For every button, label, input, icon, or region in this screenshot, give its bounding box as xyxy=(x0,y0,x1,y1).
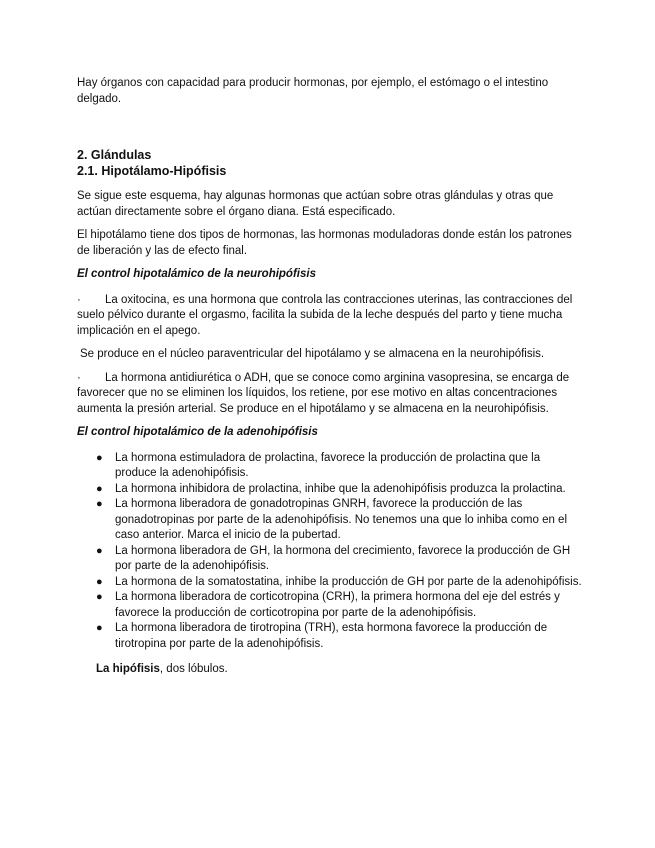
document-content xyxy=(77,76,582,678)
list-item: ● La hormona liberadora de tirotropina (TRH), esta hormona favorece la producción de tirotropina por parte de la adenohipófisis. xyxy=(96,622,548,650)
dot-marker: · xyxy=(77,371,81,384)
paragraph-hipotalamo: El hipotálamo tiene dos tipos de hormonas, las hormonas moduladoras donde están los patrones de liberación y las de efecto final. xyxy=(77,229,572,257)
paragraph-hipofisis xyxy=(77,662,582,678)
hormone-list xyxy=(77,451,582,653)
bullet-icon: ● xyxy=(96,544,103,557)
bullet-icon: ● xyxy=(96,482,103,495)
intro-paragraph: Hay órganos con capacidad para producir hormonas, por ejemplo, el estómago o el intestino delgado. xyxy=(77,77,549,105)
hipofisis-rest: , dos lóbulos. xyxy=(159,663,228,675)
dot-marker: · xyxy=(77,293,81,306)
section-heading-adenohipofisis: El control hipotalámico de la adenohipófisis xyxy=(77,426,318,438)
paragraph-esquema: Se sigue este esquema, hay algunas hormonas que actúan sobre otras glándulas y otras que actúan directamente sobre el órgano diana. Está especificado. xyxy=(77,190,554,218)
list-item: ● La hormona de la somatostatina, inhibe la producción de GH por parte de la adenohipófisis. xyxy=(77,575,582,591)
list-item: ● La hormona estimuladora de prolactina, favorece la producción de prolactina que la produce la adenohipófisis. xyxy=(96,451,541,479)
list-item: ● La hormona liberadora de corticotropina (CRH), la primera hormona del eje del estrés y favorece la producción de corticotropina por parte de la adenohipófisis. xyxy=(96,591,560,619)
paragraph-oxitocina-text: La oxitocina, es una hormona que controla las contracciones uterinas, las contracciones del suelo pélvico durante el orgasmo, facilita la subida de la leche después del parto y tiene mucha implicación en el apego. xyxy=(77,293,573,337)
bullet-icon: ● xyxy=(96,591,103,603)
list-item: ● La hormona liberadora de GH, la hormona del crecimiento, favorece la producción de GH por parte de la adenohipófisis. xyxy=(96,544,571,572)
list-item: ● La hormona liberadora de gonadotropinas GNRH, favorece la producción de las gonadotropinas por parte de la adenohipófisis. No tenemos una que lo inhiba como en el caso anterior. Marca el inicio de la pubertad. xyxy=(96,498,568,541)
heading-glandulas: 2. Glándulas xyxy=(77,148,152,162)
bullet-icon: ● xyxy=(96,451,103,464)
paragraph-oxitocina xyxy=(77,293,582,340)
list-item: ● La hormona inhibidora de prolactina, inhibe que la adenohipófisis produzca la prolactina. xyxy=(77,482,582,498)
section-heading-neurohipofisis: El control hipotalámico de la neurohipófisis xyxy=(77,268,316,280)
paragraph-adh-text: La hormona antidiurética o ADH, que se conoce como arginina vasopresina, se encarga de favorecer que no se eliminen los líquidos, los retiene, por ese motivo en altas concentraciones aumenta la presión arterial. Se produce en el hipotálamo y se almacena en la neurohipófisis. xyxy=(77,371,570,415)
bullet-icon: ● xyxy=(96,622,103,634)
paragraph-adh xyxy=(77,371,582,418)
hipofisis-bold: La hipófisis xyxy=(96,663,160,675)
bullet-icon: ● xyxy=(96,575,103,588)
heading-hipotalamo-hipofisis: 2.1. Hipotálamo-Hipófisis xyxy=(77,164,227,178)
paragraph-nucleo-paraventricular: Se produce en el núcleo paraventricular del hipotálamo y se almacena en la neurohipófisis. xyxy=(80,348,545,360)
bullet-icon: ● xyxy=(96,498,103,510)
